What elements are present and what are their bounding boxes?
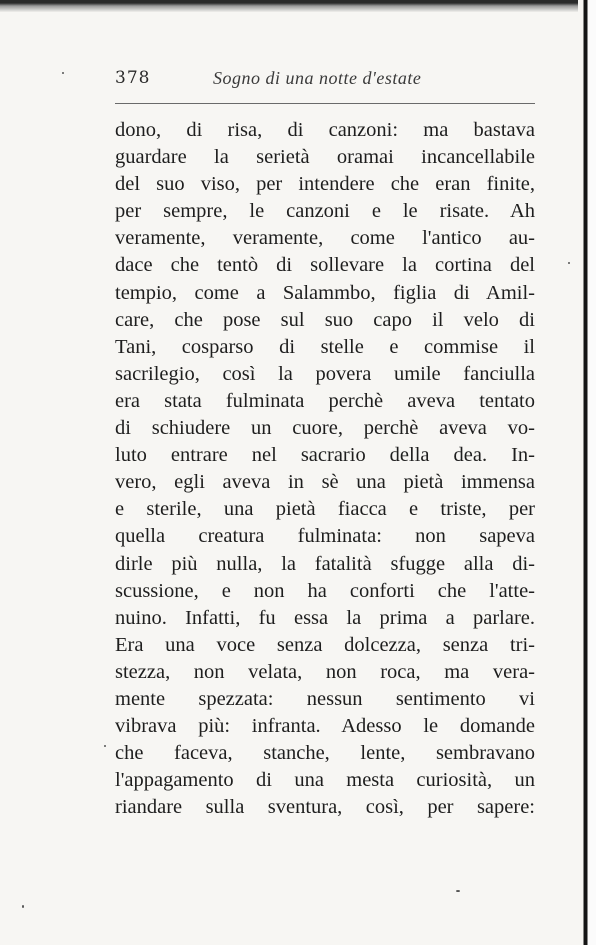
text-line: Tani, cosparso di stelle e commise il bbox=[115, 335, 535, 358]
text-line: e sterile, una pietà fiacca e triste, per bbox=[115, 498, 535, 521]
text-line: dirle più nulla, la fatalità sfugge alla di- bbox=[115, 552, 535, 575]
page-number: 378 bbox=[115, 68, 151, 88]
text-line: che faceva, stanche, lente, sembravano bbox=[115, 742, 535, 765]
paper-speck bbox=[456, 890, 460, 892]
text-line: stezza, non velata, non roca, ma vera- bbox=[115, 660, 535, 683]
running-title: Sogno di una notte d'estate bbox=[213, 68, 422, 88]
page-top-edge bbox=[0, 0, 596, 12]
header-rule bbox=[115, 103, 535, 104]
text-line: del suo viso, per intendere che eran finite, bbox=[115, 173, 535, 196]
text-line: luto entrare nel sacrario della dea. In- bbox=[115, 444, 535, 467]
text-line: di schiudere un cuore, perchè aveva vo- bbox=[115, 417, 535, 440]
text-line: mente spezzata: nessun sentimento vi bbox=[115, 687, 535, 710]
text-line: care, che pose sul suo capo il velo di bbox=[115, 308, 535, 331]
text-line: dace che tentò di sollevare la cortina del bbox=[115, 254, 535, 277]
paper-speck bbox=[104, 745, 106, 747]
text-line: guardare la serietà oramai incancellabile bbox=[115, 146, 535, 169]
text-line: Era una voce senza dolcezza, senza tri- bbox=[115, 633, 535, 656]
page-binding-edge bbox=[578, 0, 596, 945]
paper-speck bbox=[62, 72, 64, 74]
paper-speck bbox=[22, 905, 24, 908]
text-line: vibrava più: infranta. Adesso le domande bbox=[115, 715, 535, 738]
text-line: era stata fulminata perchè aveva tentato bbox=[115, 389, 535, 412]
text-line: per sempre, le canzoni e le risate. Ah bbox=[115, 200, 535, 223]
text-line: nuino. Infatti, fu essa la prima a parlare. bbox=[115, 606, 535, 629]
text-line: riandare sulla sventura, così, per sapere: bbox=[115, 796, 535, 819]
text-line: quella creatura fulminata: non sapeva bbox=[115, 525, 535, 548]
text-line: dono, di risa, di canzoni: ma bastava bbox=[115, 119, 535, 141]
text-line: l'appagamento di una mesta curiosità, un bbox=[115, 769, 535, 792]
text-line: veramente, veramente, come l'antico au- bbox=[115, 227, 535, 250]
body-text bbox=[115, 117, 535, 821]
text-line: tempio, come a Salammbo, figlia di Amil- bbox=[115, 281, 535, 304]
text-line: scussione, e non ha conforti che l'atte- bbox=[115, 579, 535, 602]
text-line: sacrilegio, così la povera umile fanciulla bbox=[115, 362, 535, 385]
paper-speck bbox=[568, 262, 570, 264]
running-head bbox=[115, 62, 535, 96]
text-line: vero, egli aveva in sè una pietà immensa bbox=[115, 471, 535, 494]
